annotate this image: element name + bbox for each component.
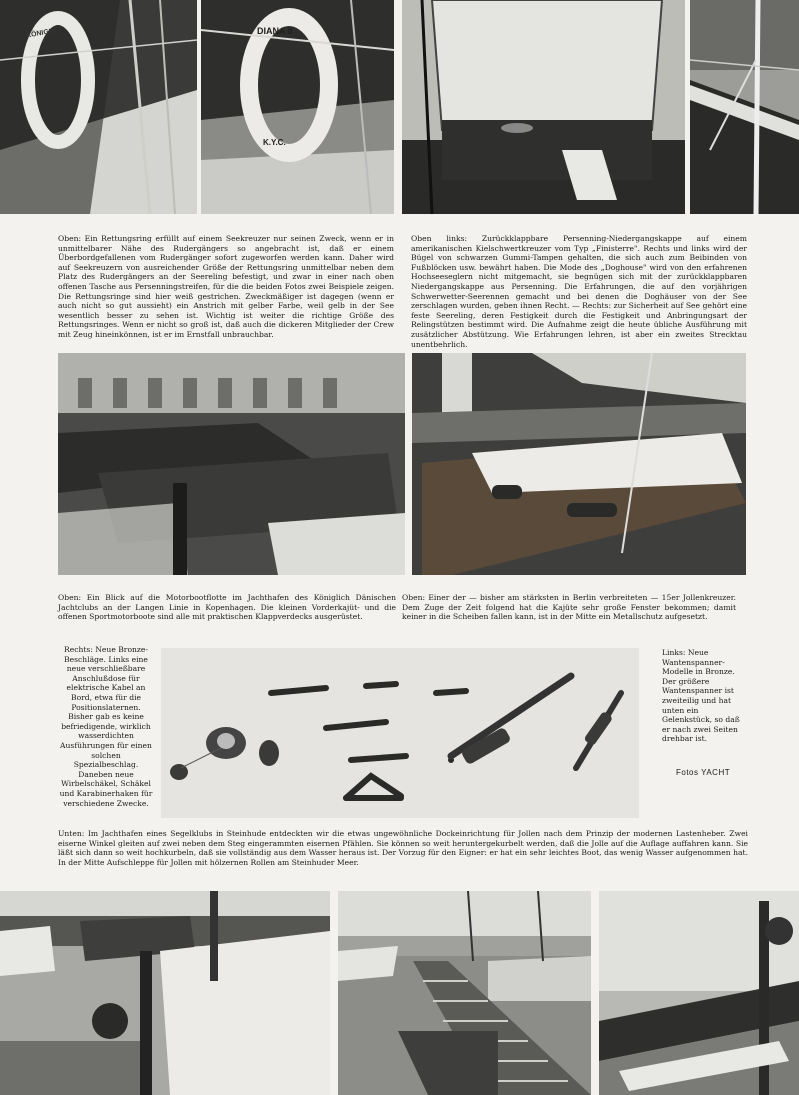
caption-turnbuckles: Links: Neue Wantenspanner-Modelle in Bronze. Der größere Wantenspanner ist zweiteilig und hat unten ein Gelenkstück, so daß er nach zwei Seiten drehbar ist.	[662, 648, 740, 744]
photo-lifebuoy-1	[0, 0, 197, 214]
caption-dinghy-dock: Unten: Im Jachthafen eines Segelklubs in Steinhude entdeckten wir die etwas ungewöhnliche Dockeinrichtung für Jollen nach dem Prinzip der modernen Lastenheber. Zwei eiserne Winkel gleiten auf zwei neben dem Steg eingerammten eisernen Pfählen. Sie können so weit heruntergekurbelt werden, daß die Jolle auf die Auflage auffahren kann. Sie läßt sich dann so weit hochkurbeln, daß sie vollständig aus dem Wasser heraus ist. Der Vorzug für den Eigner: er hat ein sehr leichtes Boot, das wenig Wasser aufgenommen hat. In der Mitte Aufschleppe für Jollen mit hölzernen Rollen am Steinhuder Meer.	[58, 829, 748, 867]
photo-credit: Fotos YACHT	[676, 768, 731, 777]
caption-companionway: Oben links: Zurückklappbare Persenning-Niedergangskappe auf einem amerikanischen Kielschwertkreuzer vom Typ „Finisterre". Rechts und links wird der Bügel von schwarzen Gummi-Tampen gehalten, die sich auch zum Beibinden von Fußblöcken usw. bewährt haben. Die Mode des „Doghouse" wird von den erfahrenen Hochseeseglern nicht mitgemacht, sie begnügen sich mit der zurückklappbaren Niedergangskappe aus Persenning. Die Erfahrungen, die auf den vorjährigen Schwerwetter-Seerennen gemacht und bei denen die Doghäuser von der See zerschlagen wurden, geben ihnen Recht. — Rechts: zur Sicherheit auf See gehört eine feste Seereling, deren Festigkeit durch die Festigkeit und Anbringungsart der Relingstützen bestimmt wird. Die Aufnahme zeigt die heute übliche Ausführung mit zusätzlicher Abstützung. Wie Erfahrungen lehren, ist aber ein zweites Strecktau unentbehrlich.	[411, 234, 747, 349]
photo-lift-detail	[599, 891, 799, 1095]
lifebuoy-club: K.Y.C.	[263, 138, 286, 147]
photo-jollenkreuzer	[412, 353, 746, 575]
photo-dinghy-lift	[0, 891, 330, 1095]
photo-lifebuoy-2	[201, 0, 394, 214]
lifebuoy-text: KÖNIGIN	[25, 27, 57, 40]
photo-pulpit-railing	[690, 0, 799, 214]
photo-bronze-fittings	[161, 648, 639, 818]
caption-jollenkreuzer: Oben: Einer der — bisher am stärksten in Berlin verbreiteten — 15er Jollenkreuzer. Dem Zuge der Zeit folgend hat die Kajüte sehr große Fenster bekommen; damit keiner in die Scheiben fallen kann, ist in der Mitte ein Metallschutz aufgesetzt.	[402, 593, 736, 622]
photo-companionway-hood	[402, 0, 685, 214]
caption-motorboats: Oben: Ein Blick auf die Motorbootflotte im Jachthafen des Königlich Dänischen Jachtclubs an der Langen Linie in Kopenhagen. Die kleinen Vorderkajüt- und die offenen Sportmotorboote sind alle mit praktischen Klappverdecks ausgerüstet.	[58, 593, 396, 622]
photo-motorboat-fleet	[58, 353, 405, 575]
caption-lifebuoys: Oben: Ein Rettungsring erfüllt auf einem Seekreuzer nur seinen Zweck, wenn er in unmittelbarer Nähe des Rudergängers so angebracht ist, daß er einem Überbordgefallenen vom Rudergänger sofort zugeworfen werden kann. Daher wird auf Seekreuzern von ausreichender Größe der Rettungsring unmittelbar neben dem Platz des Rudergängers an der Seereling befestigt, und zwar in einer nach oben offenen Tasche aus Persenningstreifen, für die die beiden Fotos zwei Beispiele zeigen. Die Rettungsringe sind hier weiß gestrichen. Zweckmäßiger ist dagegen (wenn er auch nicht so gut aussieht) ein Anstrich mit gelber Farbe, weil gelb in der See wesentlich besser zu sehen ist. Wichtig ist weiter die richtige Größe des Rettungsringes. Wenn er nicht so groß ist, daß auch die dickeren Mitglieder der Crew mit Zeug hineinkönnen, ist er im Ernstfall unbrauchbar.	[58, 234, 394, 339]
caption-bronze-fittings: Rechts: Neue Bronze-Beschläge. Links eine neue verschließbare Anschlußdose für elektrische Kabel an Bord, etwa für die Positionslaternen. Bisher gab es keine befriedigende, wirklich wasserdichten Ausführungen für einen solchen Spezialbeschlag. Daneben neue Wirbelschäkel, Schäkel und Karabinerhaken für verschiedene Zwecke.	[59, 645, 153, 808]
photo-slipway	[338, 891, 591, 1095]
lifebuoy-name: DIANA II	[257, 26, 293, 36]
